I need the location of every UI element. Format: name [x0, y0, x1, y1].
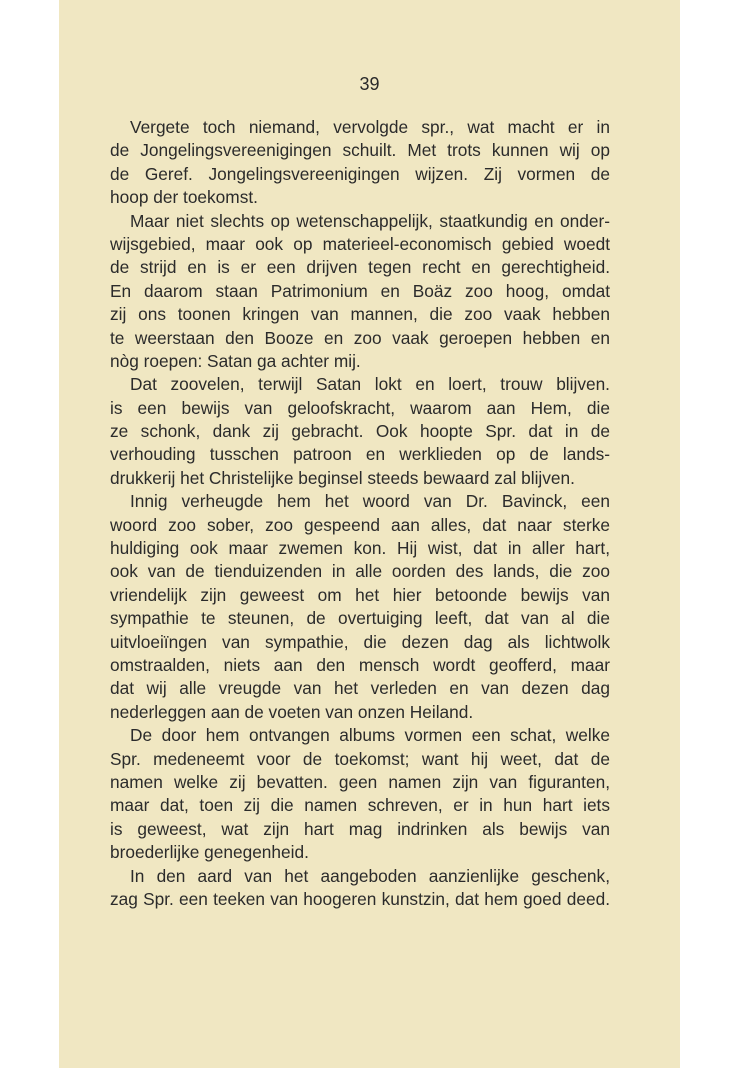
- text-line: wijsgebied, maar ook op materieel-economisch gebied woedt: [110, 233, 610, 254]
- text-line: Dat zoovelen, terwijl Satan lokt en loert, trouw blijven.: [130, 374, 610, 395]
- text-line: de strijd en is er een drijven tegen recht en gerechtigheid.: [110, 257, 610, 278]
- text-line: Vergete toch niemand, vervolgde spr., wat macht er in: [130, 117, 610, 137]
- text-line: ze schonk, dank zij gebracht. Ook hoopte Spr. dat in de: [110, 421, 610, 442]
- body-text: [110, 116, 610, 911]
- text-line: ook van de tienduizenden in alle oorden des lands, die zoo: [110, 561, 610, 582]
- text-line: hoop der toekomst.: [110, 187, 258, 208]
- paragraph: [110, 865, 610, 912]
- text-line: dat wij alle vreugde van het verleden en van dezen dag: [110, 678, 610, 699]
- page-number: 39: [359, 74, 380, 94]
- text-line: huldiging ook maar zwemen kon. Hij wist, dat in aller hart,: [110, 538, 610, 559]
- text-line: zij ons toonen kringen van mannen, die zoo vaak hebben: [110, 304, 610, 325]
- paragraph: [110, 724, 610, 864]
- text-line: broederlijke genegenheid.: [110, 842, 309, 863]
- text-line: vriendelijk zijn geweest om het hier betoonde bewijs van: [110, 584, 610, 605]
- text-line: namen welke zij bevatten. geen namen zijn van figuranten,: [110, 771, 610, 792]
- paragraph: [110, 116, 610, 210]
- text-line: nederleggen aan de voeten van onzen Heiland.: [110, 701, 474, 722]
- paragraph: [110, 373, 610, 490]
- text-line: drukkerij het Christelijke beginsel steeds bewaard zal blijven.: [110, 467, 575, 488]
- text-line: De door hem ontvangen albums vormen een schat, welke: [130, 725, 610, 746]
- text-line: is een bewijs van geloofskracht, waarom aan Hem, die: [110, 397, 610, 418]
- paragraph: [110, 490, 610, 724]
- text-line: In den aard van het aangeboden aanzienlijke geschenk,: [130, 865, 610, 886]
- text-line: uitvloeiïngen van sympathie, die dezen dag als lichtwolk: [110, 631, 610, 652]
- text-line: woord zoo sober, zoo gespeend aan alles, dat naar sterke: [110, 514, 610, 535]
- text-line: is geweest, wat zijn hart mag indrinken als bewijs van: [110, 818, 610, 839]
- text-line: Spr. medeneemt voor de toekomst; want hij weet, dat de: [110, 748, 610, 769]
- paragraph: [110, 210, 610, 374]
- text-line: sympathie te steunen, de overtuiging leeft, dat van al die: [110, 608, 610, 629]
- text-line: En daarom staan Patrimonium en Boäz zoo hoog, omdat: [110, 280, 610, 301]
- text-line: Innig verheugde hem het woord van Dr. Bavinck, een: [130, 491, 610, 512]
- book-page: [59, 0, 680, 1068]
- text-line: de Geref. Jongelingsvereenigingen wijzen. Zij vormen de: [110, 163, 610, 184]
- text-line: zag Spr. een teeken van hoogeren kunstzin, dat hem goed deed.: [110, 888, 610, 909]
- text-line: te weerstaan den Booze en zoo vaak geroepen hebben en: [110, 327, 610, 348]
- text-line: de Jongelingsvereenigingen schuilt. Met trots kunnen wij op: [110, 140, 610, 161]
- text-line: omstraalden, niets aan den mensch wordt geofferd, maar: [110, 654, 610, 675]
- text-line: nòg roepen: Satan ga achter mij.: [110, 350, 361, 371]
- text-line: Maar niet slechts op wetenschappelijk, staatkundig en onder-: [130, 210, 610, 231]
- text-line: maar dat, toen zij die namen schreven, er in hun hart iets: [110, 795, 610, 816]
- text-line: verhouding tusschen patroon en werklieden op de lands-: [110, 444, 610, 465]
